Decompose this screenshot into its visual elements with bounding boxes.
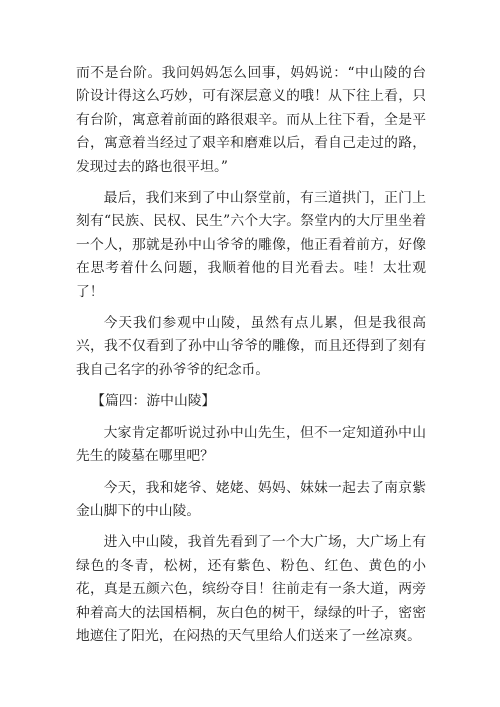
paragraph-visit-summary: 今天我们参观中山陵，虽然有点儿累，但是我很高兴，我不仅看到了孙中山爷爷的雕像，而且还得到了刻有我自己名字的孙爷爷的纪念币。 xyxy=(76,315,426,378)
paragraph-intro-question: 大家肯定都听说过孙中山先生，但不一定知道孙中山先生的陵墓在哪里吧？ xyxy=(76,424,426,465)
document-body xyxy=(76,62,426,656)
section-heading: 【篇四：游中山陵】 xyxy=(91,393,216,410)
paragraph-memorial-hall: 最后，我们来到了中山祭堂前，有三道拱门，正门上刻有“民族、民权、民生”六个大字。祭堂内的大厅里坐着一个人，那就是孙中山爷爷的雕像，他正看着前方，好像在思考着什么问题，我顺着他的目光看去。哇！太壮观了！ xyxy=(76,190,426,300)
paragraph-staircase-meaning: 而不是台阶。我问妈妈怎么回事，妈妈说：“中山陵的台阶设计得这么巧妙，可有深层意义的哦！从下往上看，只有台阶，寓意着前面的路很艰辛。而从上往下看，全是平台，寓意着当经过了艰辛和磨难以后，看自己走过的路，发现过去的路也很平坦。” xyxy=(76,65,426,175)
paragraph-trip-start: 今天，我和姥爷、姥姥、妈妈、妹妹一起去了南京紫金山脚下的中山陵。 xyxy=(76,479,426,519)
paragraph-square-description: 进入中山陵，我首先看到了一个大广场，大广场上有绿色的冬青，松树，还有紫色、粉色、红色、黄色的小花，真是五颜六色，缤纷夺目！往前走有一条大道，两旁种着高大的法国梧桐，灰白色的树干，绿绿的叶子，密密地遮住了阳光，在闷热的天气里给人们送来了一丝凉爽。 xyxy=(76,534,426,644)
